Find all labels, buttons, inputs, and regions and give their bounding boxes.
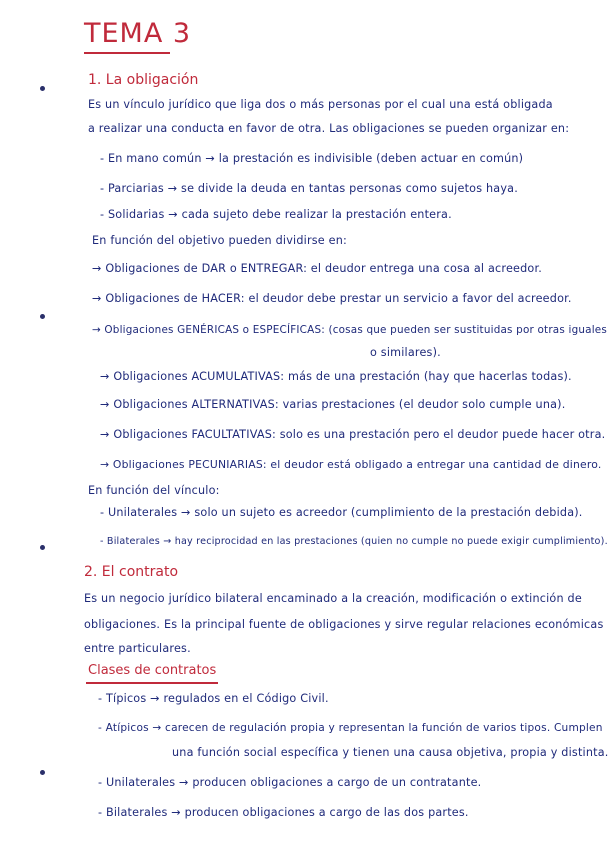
list-item: - Solidarias → cada sujeto debe realizar la prestación entera.	[100, 208, 452, 221]
list-item: - Parciarias → se divide la deuda en tantas personas como sujetos haya.	[100, 182, 518, 195]
list-item-continuation: una función social específica y tienen una causa objetiva, propia y distinta.	[172, 746, 609, 759]
list-item: - Bilaterales → producen obligaciones a cargo de las dos partes.	[98, 806, 469, 819]
margin-dot	[40, 545, 45, 550]
section-heading-obligacion: 1. La obligación	[88, 72, 199, 88]
text-line: entre particulares.	[84, 642, 191, 655]
subsection-title: Clases de contratos	[88, 663, 217, 678]
page-title: TEMA 3	[84, 18, 192, 49]
text-line: a realizar una conducta en favor de otra. Las obligaciones se pueden organizar en:	[88, 122, 570, 135]
margin-dot	[40, 314, 45, 319]
text-line: Es un vínculo jurídico que liga dos o más personas por el cual una está obligada	[88, 98, 553, 111]
list-item: - Atípicos → carecen de regulación propia y representan la función de varios tipos. Cumplen	[98, 722, 603, 734]
list-item: - Unilaterales → producen obligaciones a cargo de un contratante.	[98, 776, 482, 789]
text-line: En función del vínculo:	[88, 484, 220, 497]
list-item: - Unilaterales → solo un sujeto es acreedor (cumplimiento de la prestación debida).	[100, 506, 583, 519]
list-item-continuation: o similares).	[370, 346, 441, 359]
list-item: → Obligaciones ACUMULATIVAS: más de una prestación (hay que hacerlas todas).	[100, 370, 572, 383]
list-item: - Bilaterales → hay reciprocidad en las prestaciones (quien no cumple no puede exigir cumplimiento).	[100, 536, 608, 547]
list-item: - Típicos → regulados en el Código Civil.	[98, 692, 329, 705]
text-line: En función del objetivo pueden dividirse en:	[92, 234, 347, 247]
text-line: Es un negocio jurídico bilateral encaminado a la creación, modificación o extinción de	[84, 592, 582, 605]
subsection-underline	[86, 682, 218, 684]
margin-dot	[40, 86, 45, 91]
title-underline	[84, 52, 170, 54]
list-item: → Obligaciones GENÉRICAS o ESPECÍFICAS: (cosas que pueden ser sustituidas por otras iguales	[92, 324, 608, 336]
list-item: → Obligaciones de DAR o ENTREGAR: el deudor entrega una cosa al acreedor.	[92, 262, 542, 275]
text-line: obligaciones. Es la principal fuente de obligaciones y sirve regular relaciones económicas	[84, 618, 604, 631]
list-item: → Obligaciones de HACER: el deudor debe prestar un servicio a favor del acreedor.	[92, 292, 572, 305]
list-item: → Obligaciones PECUNIARIAS: el deudor está obligado a entregar una cantidad de dinero.	[100, 458, 602, 471]
list-item: → Obligaciones FACULTATIVAS: solo es una prestación pero el deudor puede hacer otra.	[100, 428, 606, 441]
margin-dot	[40, 770, 45, 775]
subsection-heading	[86, 662, 218, 680]
section-heading-contrato: 2. El contrato	[84, 564, 179, 580]
list-item: - En mano común → la prestación es indivisible (deben actuar en común)	[100, 152, 524, 165]
list-item: → Obligaciones ALTERNATIVAS: varias prestaciones (el deudor solo cumple una).	[100, 398, 566, 411]
